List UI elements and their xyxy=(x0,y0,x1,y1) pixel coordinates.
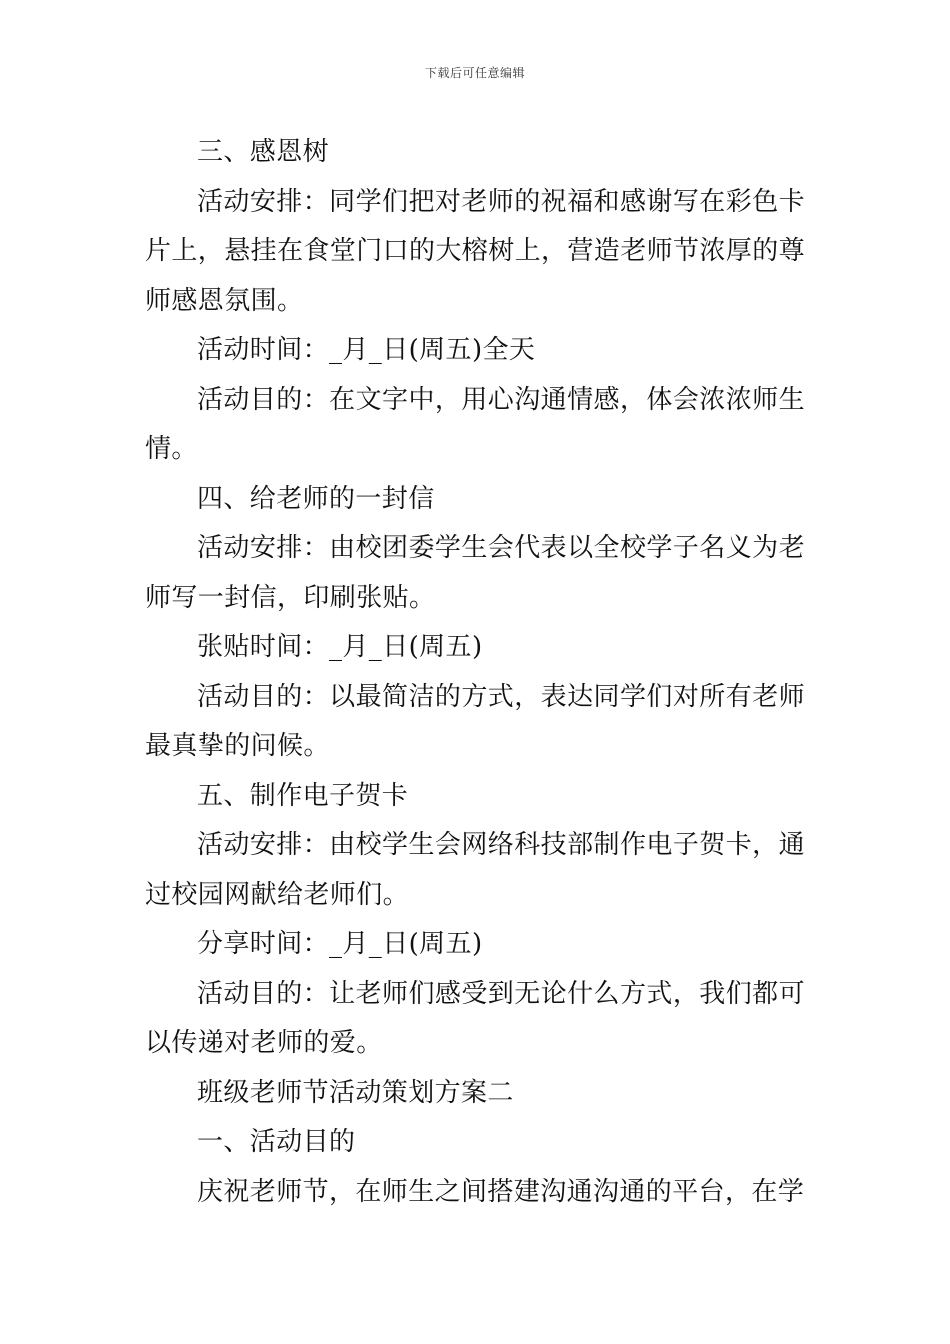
paragraph-purpose-1: 活动目的：在文字中，用心沟通情感，体会浓浓师生情。 xyxy=(145,384,805,464)
page-header-note: 下载后可任意编辑 xyxy=(424,66,525,80)
paragraph-arrangement-3: 活动安排：由校学生会网络科技部制作电子贺卡，通过校园网献给老师们。 xyxy=(145,830,805,910)
plan-title-two: 班级老师节活动策划方案二 xyxy=(197,1077,514,1108)
paragraph-purpose-3: 活动目的：让老师们感受到无论什么方式，我们都可以传递对老师的爱。 xyxy=(145,978,805,1058)
section-heading-gratitude-tree: 三、感恩树 xyxy=(197,137,330,167)
paragraph-time-1: 活动时间：_月_日(周五)全天 xyxy=(197,335,536,365)
paragraph-time-3: 分享时间：_月_日(周五) xyxy=(197,929,483,959)
section-heading-letter: 四、给老师的一封信 xyxy=(197,483,435,514)
paragraph-arrangement-1: 活动安排：同学们把对老师的祝福和感谢写在彩色卡片上，悬挂在食堂门口的大榕树上，营造老师节浓厚的尊师感恩氛围。 xyxy=(145,186,806,316)
paragraph-celebrate: 庆祝老师节，在师生之间搭建沟通沟通的平台，在学 xyxy=(197,1176,805,1207)
section-heading-purpose: 一、活动目的 xyxy=(197,1127,356,1157)
paragraph-purpose-2: 活动目的：以最简洁的方式，表达同学们对所有老师最真挚的问候。 xyxy=(145,681,805,761)
section-heading-ecard: 五、制作电子贺卡 xyxy=(197,780,409,811)
paragraph-arrangement-2: 活动安排：由校团委学生会代表以全校学子名义为老师写一封信，印刷张贴。 xyxy=(145,533,805,613)
paragraph-time-2: 张贴时间：_月_日(周五) xyxy=(197,632,483,662)
document-body xyxy=(145,128,805,1217)
